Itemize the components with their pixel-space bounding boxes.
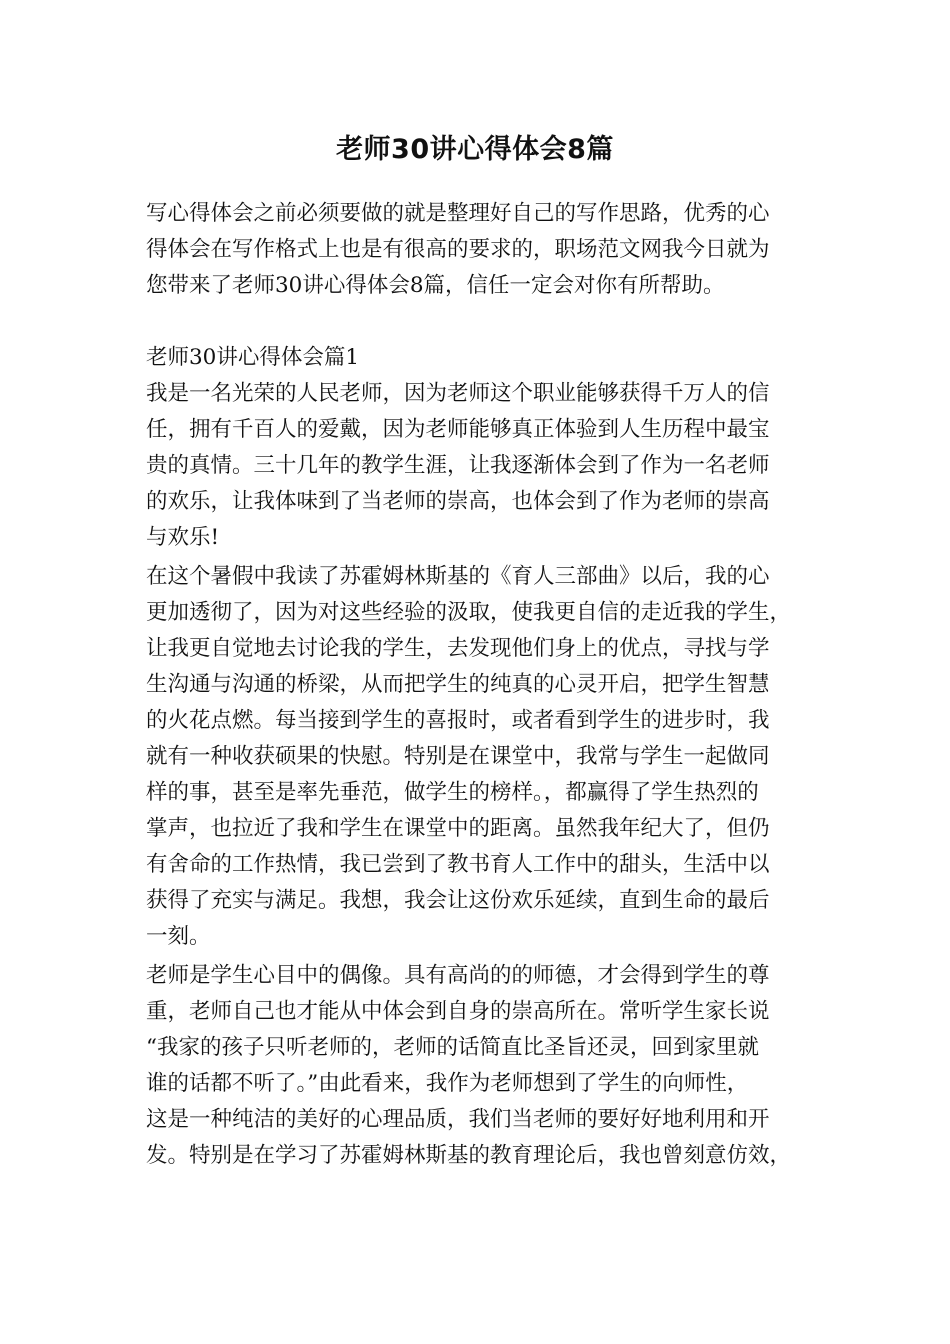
body-line: 样的事，甚至是率先垂范，做学生的榜样。，都赢得了学生热烈的	[146, 780, 759, 805]
body-line: 获得了充实与满足。我想，我会让这份欢乐延续，直到生命的最后	[146, 888, 770, 913]
body-line: 贵的真情。三十几年的教学生涯，让我逐渐体会到了作为一名老师	[146, 453, 770, 478]
body-line: 就有一种收获硕果的快慰。特别是在课堂中，我常与学生一起做同	[146, 744, 770, 769]
body-line: 重，老师自己也才能从中体会到自身的崇高所在。常听学生家长说	[146, 999, 770, 1024]
body-line: 一刻。	[146, 924, 211, 949]
intro-line: 得体会在写作格式上也是有很高的要求的，职场范文网我今日就为	[146, 237, 770, 262]
body-line: 更加透彻了，因为对这些经验的汲取，使我更自信的走近我的学生，	[146, 600, 792, 625]
document-title: 老师30讲心得体会8篇	[336, 134, 614, 165]
body-line: 的火花点燃。每当接到学生的喜报时，或者看到学生的进步时，我	[146, 708, 770, 733]
body-line: 与欢乐!	[146, 525, 220, 550]
body-line: 掌声，也拉近了我和学生在课堂中的距离。虽然我年纪大了，但仍	[146, 816, 770, 841]
body-line: 任，拥有千百人的爱戴，因为老师能够真正体验到人生历程中最宝	[146, 417, 770, 442]
intro-line: 写心得体会之前必须要做的就是整理好自己的写作思路，优秀的心	[146, 201, 770, 226]
body-line: 谁的话都不听了。”由此看来，我作为老师想到了学生的向师性，	[146, 1071, 749, 1096]
body-line: 让我更自觉地去讨论我的学生，去发现他们身上的优点，寻找与学	[146, 636, 770, 661]
intro-line: 您带来了老师30讲心得体会8篇，信任一定会对你有所帮助。	[146, 273, 725, 298]
body-line: 发。特别是在学习了苏霍姆林斯基的教育理论后，我也曾刻意仿效，	[146, 1143, 792, 1168]
body-line: “我家的孩子只听老师的，老师的话简直比圣旨还灵，回到家里就	[146, 1035, 759, 1060]
body-line: 在这个暑假中我读了苏霍姆林斯基的《育人三部曲》以后，我的心	[146, 564, 770, 589]
body-line: 老师是学生心目中的偶像。具有高尚的的师德，才会得到学生的尊	[146, 963, 770, 988]
body-line: 的欢乐，让我体味到了当老师的崇高，也体会到了作为老师的崇高	[146, 489, 770, 514]
body-line: 有舍命的工作热情，我已尝到了教书育人工作中的甜头，生活中以	[146, 852, 770, 877]
body-line: 我是一名光荣的人民老师，因为老师这个职业能够获得千万人的信	[146, 381, 770, 406]
body-line: 这是一种纯洁的美好的心理品质，我们当老师的要好好地利用和开	[146, 1107, 770, 1132]
body-line: 生沟通与沟通的桥梁，从而把学生的纯真的心灵开启，把学生智慧	[146, 672, 770, 697]
section-heading: 老师30讲心得体会篇1	[146, 345, 360, 370]
